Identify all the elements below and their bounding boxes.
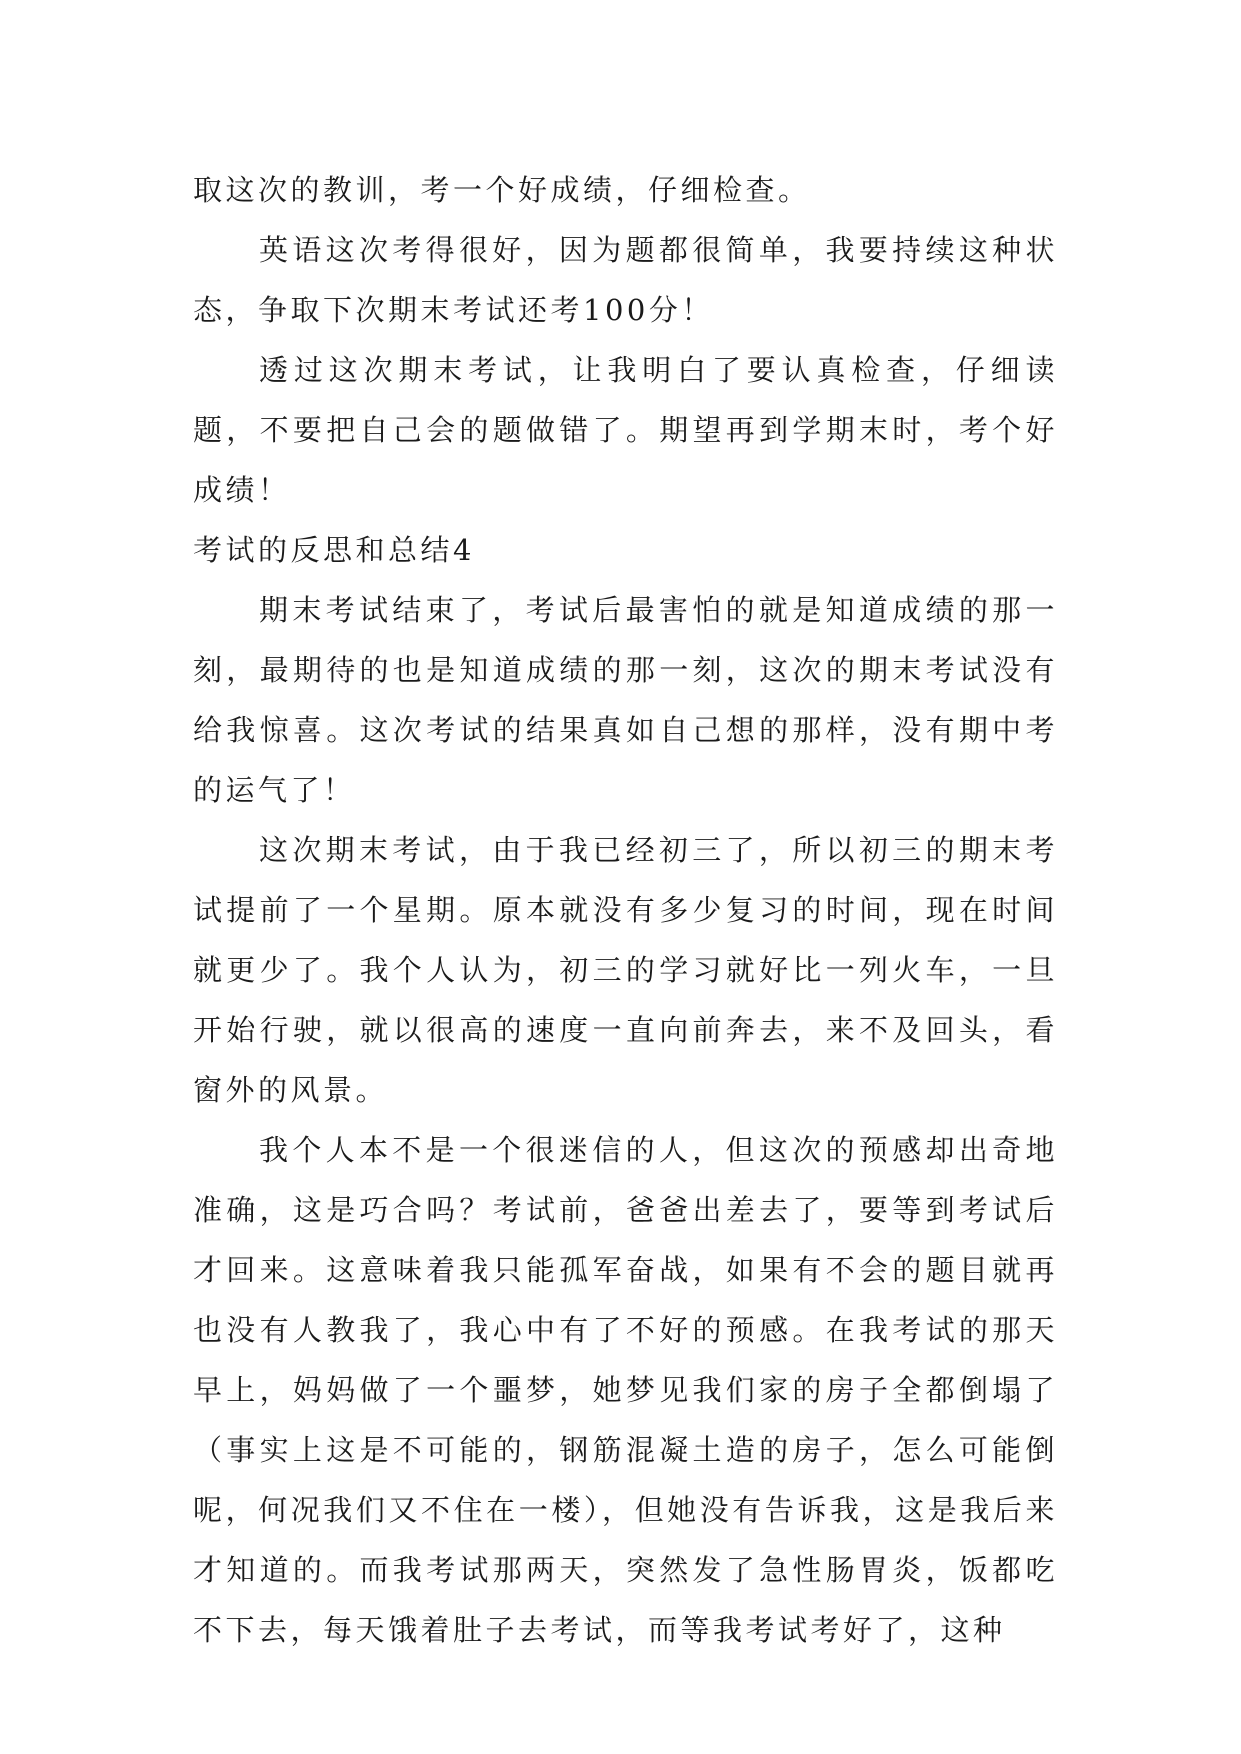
paragraph-exam-ended: 期末考试结束了，考试后最害怕的就是知道成绩的那一刻，最期待的也是知道成绩的那一刻，这次的期末考试没有给我惊喜。这次考试的结果真如自己想的那样，没有期中考的运气了！ bbox=[193, 593, 1058, 807]
paragraph-lesson-learned: 透过这次期末考试，让我明白了要认真检查，仔细读题，不要把自己会的题做错了。期望再到学期末时，考个好成绩！ bbox=[193, 353, 1058, 507]
paragraph-grade-nine: 这次期末考试，由于我已经初三了，所以初三的期末考试提前了一个星期。原本就没有多少复习的时间，现在时间就更少了。我个人认为，初三的学习就好比一列火车，一旦开始行驶，就以很高的速度一直向前奔去，来不及回头，看窗外的风景。 bbox=[193, 833, 1058, 1107]
paragraph-english-exam: 英语这次考得很好，因为题都很简单，我要持续这种状态，争取下次期末考试还考100分！ bbox=[193, 233, 1058, 327]
document-body bbox=[193, 160, 1058, 1660]
section-heading: 考试的反思和总结4 bbox=[193, 533, 475, 567]
paragraph-continued: 取这次的教训，考一个好成绩，仔细检查。 bbox=[193, 173, 811, 207]
paragraph-premonition: 我个人本不是一个很迷信的人，但这次的预感却出奇地准确，这是巧合吗？考试前，爸爸出差去了，要等到考试后才回来。这意味着我只能孤军奋战，如果有不会的题目就再也没有人教我了，我心中有了不好的预感。在我考试的那天早上，妈妈做了一个噩梦，她梦见我们家的房子全都倒塌了（事实上这是不可能的，钢筋混凝土造的房子，怎么可能倒呢，何况我们又不住在一楼），但她没有告诉我，这是我后来才知道的。而我考试那两天，突然发了急性肠胃炎，饭都吃不下去，每天饿着肚子去考试，而等我考试考好了，这种 bbox=[193, 1133, 1058, 1647]
